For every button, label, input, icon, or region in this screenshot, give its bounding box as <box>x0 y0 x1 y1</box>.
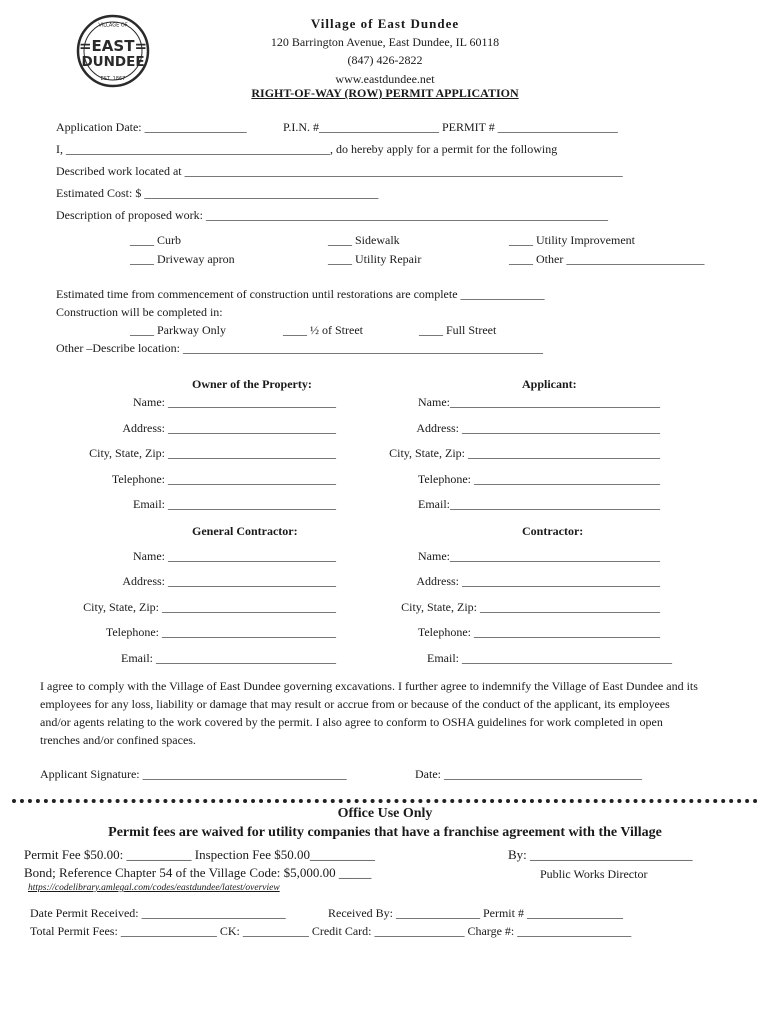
agreement-paragraph: I agree to comply with the Village of East Dundee governing excavations. I further agree to indemnify the Village of East Dundee and its employees for any loss, liability or damage that may result or accrue from or because of the conduct of the applicant, its employees and/or agents relating to the work covered by the permit. I also agree to conform to OSHA guidelines for work completed in open trenches and/or confined spaces. <box>40 679 698 747</box>
village-seal-logo <box>76 14 150 88</box>
estimated-time-field[interactable]: Estimated time from commencement of construction until restorations are complete ______________ <box>56 287 545 301</box>
owner-phone-field[interactable]: Telephone: ____________________________ <box>111 472 336 486</box>
office-use-divider <box>12 799 758 803</box>
utility-repair-option[interactable]: ____ Utility Repair <box>328 252 422 266</box>
utility-improvement-option[interactable]: ____ Utility Improvement <box>509 233 635 247</box>
village-seal-icon <box>76 14 150 88</box>
other-location-field[interactable]: Other –Describe location: ____________________________________________________________ <box>56 341 543 355</box>
owner-heading: Owner of the Property: <box>192 377 312 391</box>
work-description-field[interactable]: Description of proposed work: ___________________________________________________________________ <box>56 208 608 222</box>
driveway-apron-option[interactable]: ____ Driveway apron <box>130 252 235 266</box>
contractor-name-field[interactable]: Name:___________________________________ <box>418 549 660 563</box>
applicant-name-field[interactable]: Name:___________________________________ <box>418 395 660 409</box>
approved-by-field[interactable]: By: _________________________ <box>508 847 693 862</box>
contractor-city-field[interactable]: City, State, Zip: ______________________________ <box>401 600 660 614</box>
applicant-heading: Applicant: <box>522 377 577 391</box>
other-option[interactable]: ____ Other _______________________ <box>509 252 705 266</box>
applicant-name-line[interactable]: I, ____________________________________________, do hereby apply for a permit for the following <box>56 142 558 156</box>
owner-address-field[interactable]: Address: ____________________________ <box>122 421 336 435</box>
contractor-address-field[interactable]: Address: _________________________________ <box>416 574 660 588</box>
fee-waiver-notice: Permit fees are waived for utility companies that have a franchise agreement with the Village <box>108 825 662 840</box>
logo-bottom-text: EST. 1867 <box>100 76 126 82</box>
parkway-only-option[interactable]: ____ Parkway Only <box>130 323 226 337</box>
full-street-option[interactable]: ____ Full Street <box>419 323 497 337</box>
village-code-link[interactable]: https://codelibrary.amlegal.com/codes/eastdundee/latest/overview <box>28 883 280 893</box>
office-use-heading: Office Use Only <box>337 806 433 821</box>
contractor-phone-field[interactable]: Telephone: _______________________________ <box>417 625 660 639</box>
signature-date-field[interactable]: Date: _________________________________ <box>415 767 642 781</box>
received-by-permit-field[interactable]: Received By: ______________ Permit # ________________ <box>328 906 623 920</box>
sidewalk-option[interactable]: ____ Sidewalk <box>328 233 400 247</box>
public-works-director-label: Public Works Director <box>540 867 648 881</box>
estimated-cost-field[interactable]: Estimated Cost: $ _______________________________________ <box>56 186 379 200</box>
gc-city-field[interactable]: City, State, Zip: _____________________________ <box>83 600 336 614</box>
bond-field[interactable]: Bond; Reference Chapter 54 of the Village Code: $5,000.00 _____ <box>24 865 372 880</box>
contractor-email-field[interactable]: Email: ___________________________________ <box>427 651 672 665</box>
logo-line2: DUNDEE <box>81 54 145 70</box>
applicant-address-field[interactable]: Address: _________________________________ <box>416 421 660 435</box>
org-address: 120 Barrington Avenue, East Dundee, IL 60118 <box>270 35 500 49</box>
pin-permit-field[interactable]: P.I.N. #____________________ PERMIT # ____________________ <box>283 120 618 134</box>
contractor-heading: Contractor: <box>522 524 584 538</box>
applicant-city-field[interactable]: City, State, Zip: ________________________________ <box>389 446 660 460</box>
permit-inspection-fee-field[interactable]: Permit Fee $50.00: __________ Inspection Fee $50.00__________ <box>24 847 375 862</box>
gc-email-field[interactable]: Email: ______________________________ <box>121 651 336 665</box>
org-website[interactable]: www.eastdundee.net <box>335 72 435 86</box>
completion-label: Construction will be completed in: <box>56 305 223 319</box>
work-location-field[interactable]: Described work located at _________________________________________________________________________ <box>56 164 623 178</box>
page-title: RIGHT-OF-WAY (ROW) PERMIT APPLICATION <box>251 86 519 100</box>
general-contractor-heading: General Contractor: <box>192 524 298 538</box>
applicant-phone-field[interactable]: Telephone: _______________________________ <box>417 472 660 486</box>
half-street-option[interactable]: ____ ½ of Street <box>283 323 363 337</box>
total-fees-payment-field[interactable]: Total Permit Fees: ________________ CK: ___________ Credit Card: _______________ Charge #: ___________________ <box>30 924 632 938</box>
applicant-email-field[interactable]: Email:___________________________________ <box>418 497 660 511</box>
applicant-signature-field[interactable]: Applicant Signature: __________________________________ <box>40 767 347 781</box>
logo-top-text: VILLAGE OF <box>98 22 128 29</box>
org-phone: (847) 426-2822 <box>347 53 423 67</box>
owner-name-field[interactable]: Name: ____________________________ <box>133 395 336 409</box>
application-date-field[interactable]: Application Date: _________________ <box>56 120 247 134</box>
org-name: Village of East Dundee <box>310 16 460 31</box>
owner-city-field[interactable]: City, State, Zip: ____________________________ <box>89 446 336 460</box>
gc-name-field[interactable]: Name: ____________________________ <box>133 549 336 563</box>
gc-address-field[interactable]: Address: ____________________________ <box>122 574 336 588</box>
owner-email-field[interactable]: Email: ____________________________ <box>133 497 336 511</box>
date-received-field[interactable]: Date Permit Received: ________________________ <box>30 906 286 920</box>
gc-phone-field[interactable]: Telephone: _____________________________ <box>105 625 336 639</box>
logo-line1: =EAST= <box>78 37 148 55</box>
curb-option[interactable]: ____ Curb <box>130 233 181 247</box>
